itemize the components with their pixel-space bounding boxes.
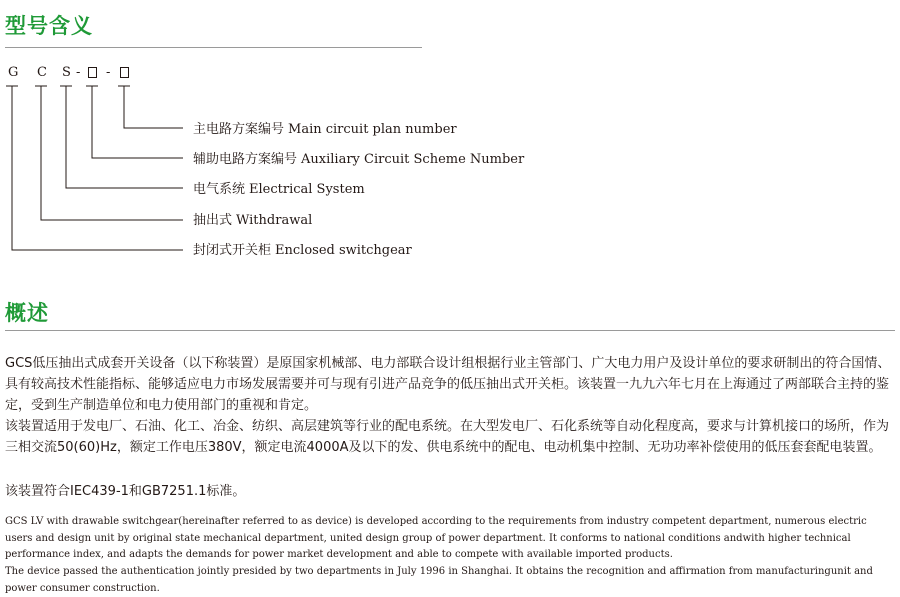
overview-paragraph-1: GCS低压抽出式成套开关设备（以下称装置）是原国家机械部、电力部联合设计组根据行业主管部门、广大电力用户及设计单位的要求研制出的符合国情、具有较高技术性能指标、能够适应电力市场发展需要并可与现有引进产品竞争的低压抽出式开关柜。该装置一九九六年七月在上海通过了两部联合主持的鉴定，受到生产制造单位和电力使用部门的重视和肯定。: [5, 356, 891, 413]
code-dash: -: [76, 65, 81, 80]
code-letter-s: S: [62, 65, 71, 80]
overview-paragraph-standards: 该装置符合IEC439-1和GB7251.1标准。: [5, 484, 246, 499]
leader-main: [124, 86, 183, 128]
overview-heading: 概述: [5, 301, 49, 325]
legend-electrical-system: 电气系统 Electrical System: [193, 182, 365, 197]
overview-paragraph-2: 该装置适用于发电厂、石油、化工、冶金、纺织、高层建筑等行业的配电系统。在大型发电厂、石化系统等自动化程度高，要求与计算机接口的场所，作为三相交流50(60)Hz，额定工作电压380V，额定电流4000A及以下的发、供电系统中的配电、电动机集中控制、无功功率补偿使用的低压套套配电装置。: [5, 419, 890, 455]
legend-enclosed-switchgear: 封闭式开关柜 Enclosed switchgear: [193, 243, 412, 258]
overview-heading-rule: [5, 330, 895, 331]
code-letter-c: C: [37, 65, 47, 80]
legend-auxiliary-circuit: 辅助电路方案编号 Auxiliary Circuit Scheme Number: [193, 152, 525, 167]
leader-auxiliary: [92, 86, 183, 158]
leader-withdrawal: [41, 86, 183, 220]
overview-english-paragraph-2: The device passed the authentication jointly presided by two departments in July 1996 in Shanghai. It obtains the recognition and affirmation from manufacturingunit and power consumer construction.: [5, 566, 873, 594]
code-letter-g: G: [8, 65, 19, 80]
code-dash: -: [106, 65, 111, 80]
overview-english-paragraph-1: GCS LV with drawable switchgear(hereinafter referred to as device) is developed according to the requirements from industry competent department, numerous electric users and design unit by original state mechanical department, united design group of power department. It conforms to national conditions andwith higher technical performance index, and adapts the demands for power market development and able to compete with available imported products.: [5, 516, 867, 561]
model-meaning-heading: 型号含义: [5, 14, 93, 38]
leader-enclosed: [12, 86, 183, 250]
legend-withdrawal: 抽出式 Withdrawal: [193, 213, 313, 228]
legend-main-circuit: 主电路方案编号 Main circuit plan number: [193, 122, 457, 137]
